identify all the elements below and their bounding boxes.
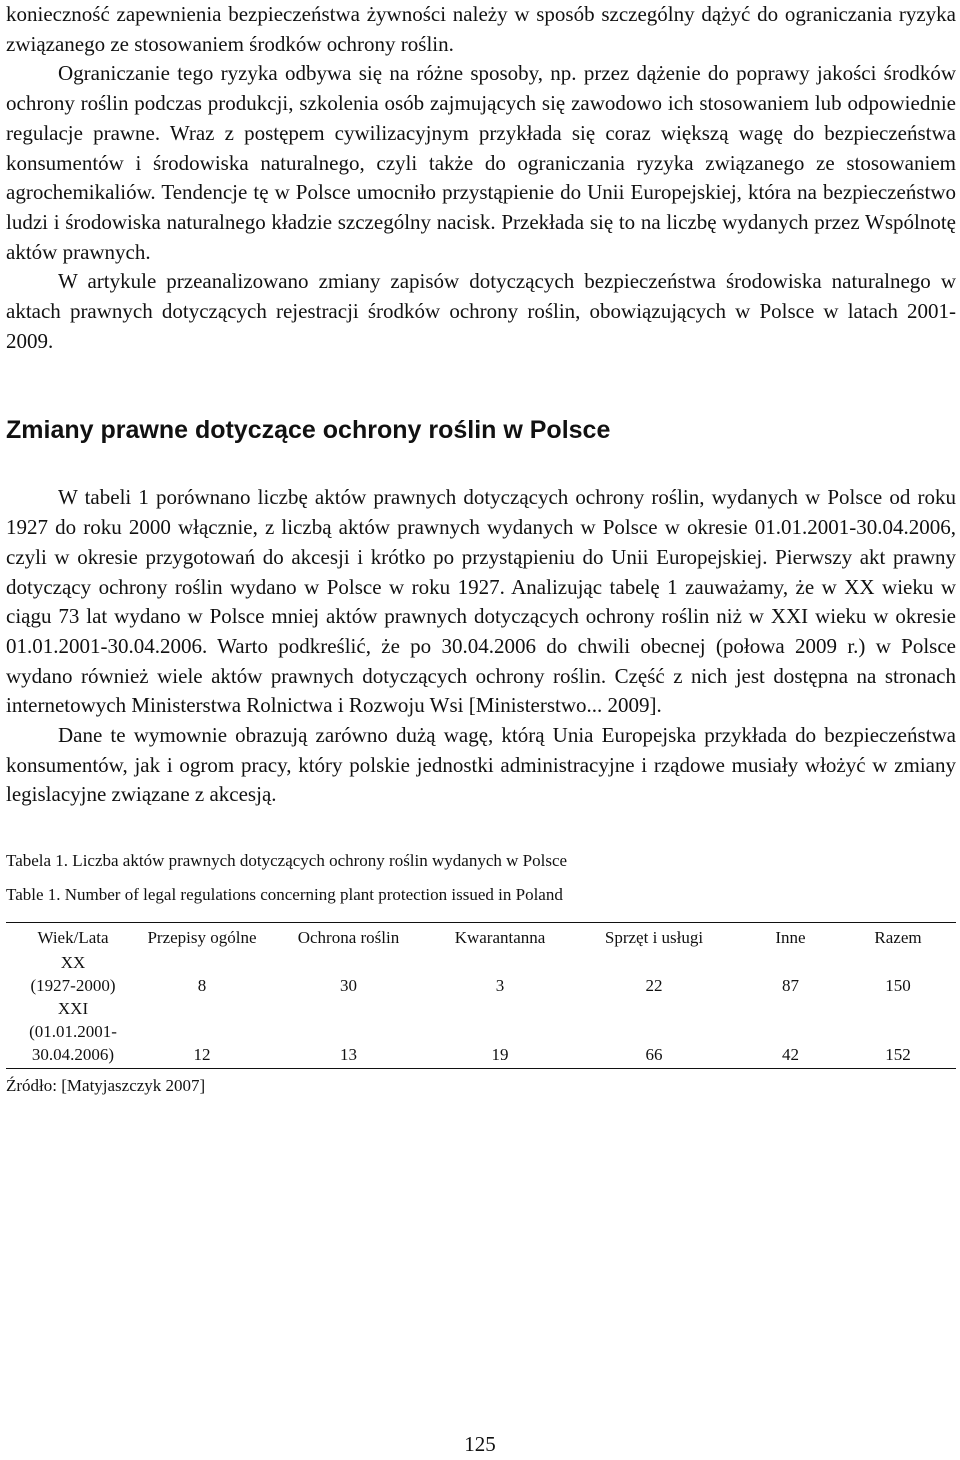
table-cell: 87 — [782, 976, 799, 996]
body-paragraph: W artykule przeanalizowano zmiany zapisów dotyczących bezpieczeństwa środowiska naturalnego w aktach prawnych dotyczących rejestracji środków ochrony roślin, obowiązujących w Polsce w latach 2001-2009. — [6, 269, 956, 353]
row-label — [6, 997, 140, 1069]
body-paragraph: W tabeli 1 porównano liczbę aktów prawnych dotyczących ochrony roślin, wydanych w Polsce od roku 1927 do roku 2000 włącznie, z liczbą aktów prawnych wydanych w Polsce w okresie 01.01.2001-30.04.2006, czyli w okresie przygotowań do akcesji i krótko po przystąpieniu do Unii Europejskiej. Pierwszy akt prawny dotyczący ochrony roślin wydano w Polsce w roku 1927. Analizując tabelę 1 zauważamy, że w XX wieku w ciągu 73 lat wydano w Polsce mniej aktów prawnych dotyczących ochrony roślin niż w XXI wieku w okresie 01.01.2001-30.04.2006. Warto podkreślić, że po 30.04.2006 do chwili obecnej (połowa 2009 r.) w Polsce wydano również wiele aktów prawnych dotyczących ochrony roślin. Część z nich jest dostępna na stronach internetowych Ministerstwa Rolnictwa i Rozwoju Wsi [Ministerstwo... 2009]. — [6, 485, 956, 718]
table-caption-english: Table 1. Number of legal regulations concerning plant protection issued in Poland — [6, 885, 563, 905]
body-paragraph: Dane te wymownie obrazują zarówno dużą wagę, którą Unia Europejska przykłada do bezpieczeństwa konsumentów, jak i ogrom pracy, który polskie jednostki administracyjne i rządowe musiały włożyć w zmiany legislacyjne związane z akcesją. — [6, 723, 956, 807]
row-label-line: (01.01.2001- — [29, 1022, 117, 1042]
table-row — [6, 949, 956, 997]
table-cell: 42 — [741, 997, 840, 1069]
body-paragraph: Ograniczanie tego ryzyka odbywa się na różne sposoby, np. przez dążenie do poprawy jakości środków ochrony roślin podczas produkcji, szkolenia osób zajmujących się zawodowo ich stosowaniem lub odpowiednie regulacje prawne. Wraz z postępem cywilizacyjnym przykłada się coraz większą wagę do bezpieczeństwa konsumentów i środowiska naturalnego, czyli także do ograniczania ryzyka związanego ze stosowaniem agrochemikaliów. Tendencje tę w Polsce umocniło przystąpienie do Unii Europejskiej, która na bezpieczeństwo ludzi i środowiska naturalnego kładzie szczególny nacisk. Przekłada się to na liczbę wydanych przez Wspólnotę aktów prawnych. — [6, 61, 956, 264]
column-header: Razem — [840, 923, 956, 950]
table-row — [6, 997, 956, 1069]
column-header: Ochrona roślin — [264, 923, 433, 950]
table-header-row — [6, 923, 956, 950]
column-header: Przepisy ogólne — [140, 923, 264, 950]
document-page — [6, 0, 956, 1114]
table-cell: 22 — [645, 976, 663, 996]
column-header: Inne — [741, 923, 840, 950]
page-number: 125 — [464, 1432, 496, 1456]
row-label-line: XX — [60, 953, 86, 973]
table-cell: 13 — [264, 997, 433, 1069]
row-label — [6, 949, 140, 997]
table-source-note: Źródło: [Matyjaszczyk 2007] — [6, 1076, 206, 1096]
column-header: Sprzęt i usługi — [567, 923, 741, 950]
row-label-line: 30.04.2006) — [31, 1045, 115, 1065]
row-label-line: XXI — [57, 999, 89, 1019]
table-cell: 152 — [840, 997, 956, 1069]
table-cell: 66 — [567, 997, 741, 1069]
table-cell: 3 — [495, 976, 505, 996]
table-cell: 30 — [340, 976, 357, 996]
table-caption-polish: Tabela 1. Liczba aktów prawnych dotyczących ochrony roślin wydanych w Polsce — [6, 851, 568, 871]
row-label-line: (1927-2000) — [30, 976, 116, 996]
legal-acts-table — [6, 922, 956, 1069]
table-cell: 8 — [197, 976, 207, 996]
table-cell: 19 — [433, 997, 567, 1069]
table-cell: 12 — [140, 997, 264, 1069]
column-header: Wiek/Lata — [6, 923, 140, 950]
table-cell: 150 — [885, 976, 911, 996]
column-header: Kwarantanna — [433, 923, 567, 950]
section-heading: Zmiany prawne dotyczące ochrony roślin w Polsce — [6, 416, 611, 445]
body-paragraph: konieczność zapewnienia bezpieczeństwa żywności należy w sposób szczególny dążyć do ograniczania ryzyka związanego ze stosowaniem środków ochrony roślin. — [6, 2, 956, 56]
